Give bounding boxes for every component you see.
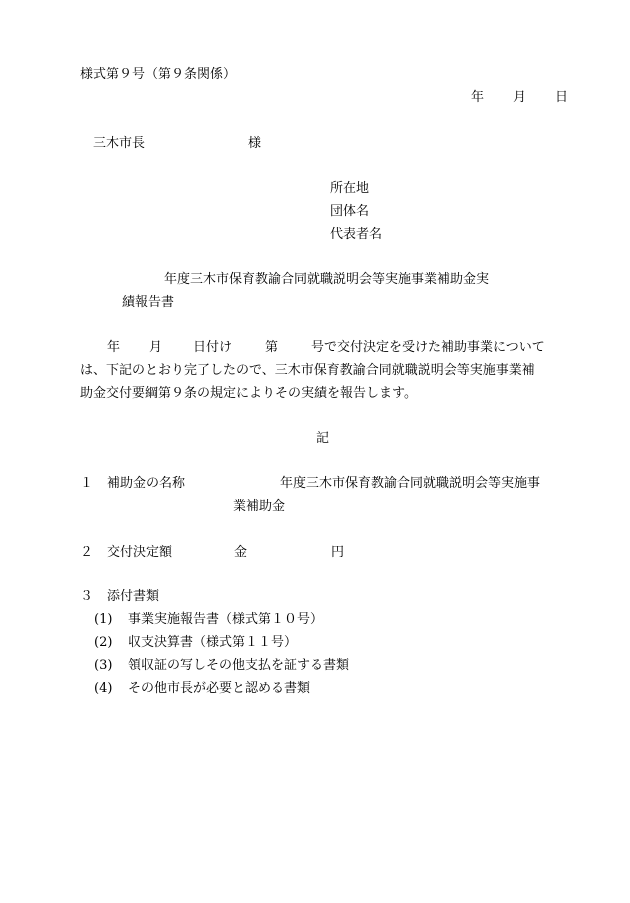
item-2-unit: 円 [331,545,345,560]
date-day: 日 [555,90,569,105]
item-3-number: ３ [80,589,94,604]
body-line-2: は、下記のとおり完了したので、三木市保育教諭合同就職説明会等実施事業補 [80,363,535,378]
organization-label: 団体名 [330,204,370,219]
date-month: 月 [513,90,527,105]
ki-heading: 記 [316,431,330,446]
title-line-1: 年度三木市保育教諭合同就職説明会等実施事業補助金実 [164,272,490,287]
body-line-3: 助金交付要綱第９条の規定によりその実績を報告します。 [80,386,417,401]
body-line1-rest: 号で交付決定を受けた補助事業について [311,340,545,355]
item-2-label: 交付決定額 [107,545,173,560]
item-3-label: 添付書類 [107,589,160,604]
attachment-text: 領収証の写しその他支払を証する書類 [128,658,350,673]
item-1-label: 補助金の名称 [107,476,186,491]
item-2-currency: 金 [234,545,248,560]
body-dai: 第 [265,340,279,355]
item-2-number: ２ [80,545,94,560]
attachment-number: (2) [94,635,113,650]
item-1-value-line-2: 業補助金 [233,499,286,514]
representative-label: 代表者名 [330,227,383,242]
body-month: 月 [149,340,163,355]
form-label: 様式第９号（第９条関係） [80,67,237,82]
title-line-2: 績報告書 [122,295,175,310]
attachment-number: (3) [94,658,113,673]
attachment-text: その他市長が必要と認める書類 [128,681,311,696]
item-1-value-line-1: 年度三木市保育教諭合同就職説明会等実施事 [280,476,541,491]
body-year: 年 [107,340,121,355]
attachment-number: (1) [94,612,113,627]
item-1-number: １ [80,476,94,491]
address-label: 所在地 [330,181,370,196]
attachment-number: (4) [94,681,113,696]
date-year: 年 [471,90,485,105]
addressee-name: 三木市長 [93,136,146,151]
body-date-suffix: 日付け [193,340,233,355]
addressee-honorific: 様 [248,136,262,151]
attachment-text: 収支決算書（様式第１１号） [128,635,298,650]
attachment-text: 事業実施報告書（様式第１０号） [128,612,324,627]
